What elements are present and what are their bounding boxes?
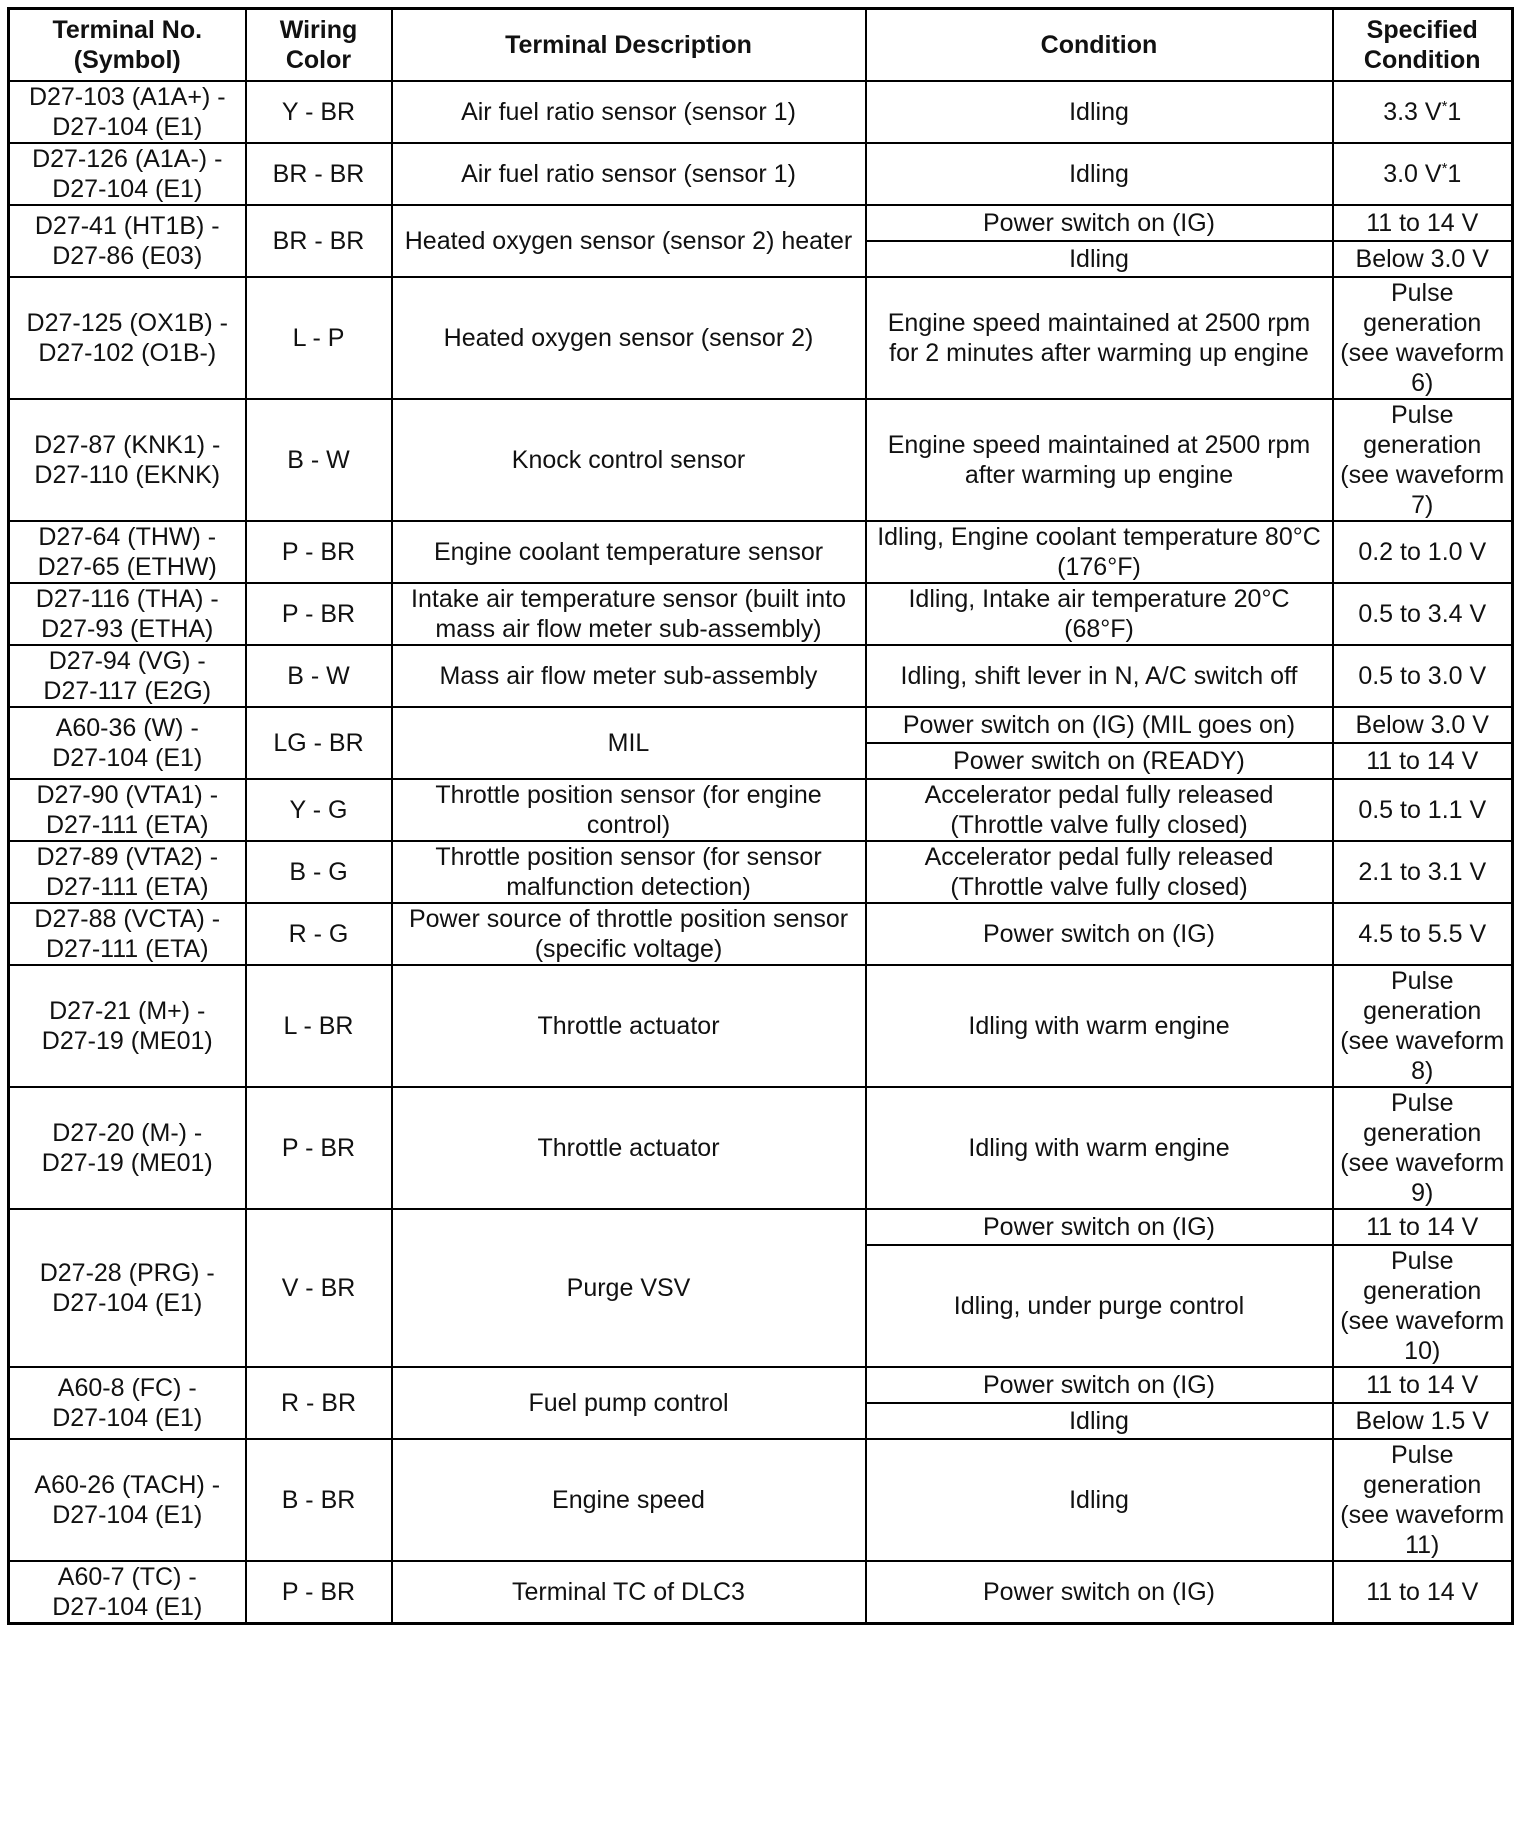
cell-terminal: D27-90 (VTA1) - D27-111 (ETA) (9, 779, 246, 841)
header-wiring-color: Wiring Color (246, 9, 392, 82)
footnote-marker: * (1441, 98, 1448, 115)
cell-terminal: D27-94 (VG) - D27-117 (E2G) (9, 645, 246, 707)
cell-specified-condition (1333, 841, 1513, 903)
cell-terminal: D27-125 (OX1B) - D27-102 (O1B-) (9, 277, 246, 399)
cell-terminal-description: Terminal TC of DLC3 (392, 1561, 866, 1624)
cell-terminal: D27-28 (PRG) - D27-104 (E1) (9, 1209, 246, 1367)
table-row (9, 841, 1513, 903)
cell-terminal-description: Air fuel ratio sensor (sensor 1) (392, 143, 866, 205)
cell-terminal: D27-126 (A1A-) - D27-104 (E1) (9, 143, 246, 205)
cell-wiring-color: L - BR (246, 965, 392, 1087)
cell-condition: Power switch on (IG) (866, 1561, 1333, 1624)
cell-specified-condition (1333, 205, 1513, 241)
cell-wiring-color: R - BR (246, 1367, 392, 1439)
spec-value: Pulse generation (see waveform 7) (1340, 401, 1505, 519)
cell-terminal: D27-41 (HT1B) - D27-86 (E03) (9, 205, 246, 277)
cell-specified-condition (1333, 583, 1513, 645)
spec-value: 11 to 14 V (1366, 209, 1479, 237)
cell-wiring-color: B - W (246, 645, 392, 707)
spec-value: Pulse generation (see waveform 11) (1340, 1441, 1505, 1559)
cell-specified-condition (1333, 1245, 1513, 1367)
spec-value: 0.5 to 1.1 V (1358, 796, 1487, 824)
cell-terminal-description: MIL (392, 707, 866, 779)
header-row (9, 9, 1513, 82)
cell-condition: Power switch on (IG) (866, 903, 1333, 965)
cell-condition: Idling (866, 1439, 1333, 1561)
cell-wiring-color: Y - G (246, 779, 392, 841)
cell-terminal: D27-21 (M+) - D27-19 (ME01) (9, 965, 246, 1087)
cell-condition: Power switch on (IG) (866, 1367, 1333, 1403)
cell-specified-condition (1333, 903, 1513, 965)
cell-specified-condition (1333, 241, 1513, 277)
table-row (9, 1561, 1513, 1624)
cell-specified-condition (1333, 1439, 1513, 1561)
header-specified-condition: Specified Condition (1333, 9, 1513, 82)
cell-condition: Engine speed maintained at 2500 rpm after warming up engine (866, 399, 1333, 521)
spec-value: 3.3 V (1383, 98, 1442, 126)
cell-condition: Idling (866, 81, 1333, 143)
cell-condition: Idling with warm engine (866, 965, 1333, 1087)
cell-wiring-color: P - BR (246, 1087, 392, 1209)
cell-terminal: A60-36 (W) - D27-104 (E1) (9, 707, 246, 779)
cell-wiring-color: R - G (246, 903, 392, 965)
cell-specified-condition (1333, 143, 1513, 205)
table-row (9, 707, 1513, 743)
cell-terminal: D27-87 (KNK1) - D27-110 (EKNK) (9, 399, 246, 521)
table-row (9, 583, 1513, 645)
cell-condition: Accelerator pedal fully released (Throttle valve fully closed) (866, 779, 1333, 841)
spec-value: 3.0 V (1383, 160, 1442, 188)
spec-value: 0.5 to 3.4 V (1358, 600, 1487, 628)
cell-terminal-description: Engine speed (392, 1439, 866, 1561)
cell-condition: Power switch on (IG) (866, 1209, 1333, 1245)
cell-condition: Idling (866, 241, 1333, 277)
cell-wiring-color: Y - BR (246, 81, 392, 143)
cell-terminal-description: Fuel pump control (392, 1367, 866, 1439)
cell-wiring-color: V - BR (246, 1209, 392, 1367)
cell-condition: Idling (866, 143, 1333, 205)
table-row (9, 1209, 1513, 1245)
cell-specified-condition (1333, 1403, 1513, 1439)
cell-condition: Power switch on (READY) (866, 743, 1333, 779)
table-row (9, 1367, 1513, 1403)
cell-terminal-description: Throttle actuator (392, 1087, 866, 1209)
table-row (9, 143, 1513, 205)
cell-terminal: D27-64 (THW) - D27-65 (ETHW) (9, 521, 246, 583)
terminal-spec-table (7, 7, 1514, 1625)
cell-condition: Idling, Engine coolant temperature 80°C (176°F) (866, 521, 1333, 583)
spec-value: 11 to 14 V (1366, 747, 1479, 775)
spec-value: 11 to 14 V (1366, 1578, 1479, 1606)
cell-condition: Accelerator pedal fully released (Throttle valve fully closed) (866, 841, 1333, 903)
header-terminal-description: Terminal Description (392, 9, 866, 82)
table-row (9, 521, 1513, 583)
cell-condition: Idling, shift lever in N, A/C switch off (866, 645, 1333, 707)
cell-wiring-color: B - W (246, 399, 392, 521)
cell-specified-condition (1333, 1087, 1513, 1209)
cell-terminal-description: Intake air temperature sensor (built into mass air flow meter sub-assembly) (392, 583, 866, 645)
cell-specified-condition (1333, 1561, 1513, 1624)
table-row (9, 903, 1513, 965)
footnote-number: 1 (1447, 98, 1462, 126)
spec-value: Below 1.5 V (1355, 1407, 1489, 1435)
cell-specified-condition (1333, 277, 1513, 399)
footnote-number: 1 (1447, 160, 1462, 188)
cell-terminal-description: Power source of throttle position sensor (specific voltage) (392, 903, 866, 965)
cell-condition: Idling (866, 1403, 1333, 1439)
cell-terminal-description: Throttle position sensor (for engine control) (392, 779, 866, 841)
cell-terminal-description: Throttle position sensor (for sensor malfunction detection) (392, 841, 866, 903)
cell-terminal: A60-7 (TC) - D27-104 (E1) (9, 1561, 246, 1624)
cell-condition: Idling, under purge control (866, 1245, 1333, 1367)
spec-value: 11 to 14 V (1366, 1213, 1479, 1241)
cell-specified-condition (1333, 645, 1513, 707)
cell-specified-condition (1333, 1367, 1513, 1403)
cell-wiring-color: LG - BR (246, 707, 392, 779)
cell-terminal: D27-89 (VTA2) - D27-111 (ETA) (9, 841, 246, 903)
table-row (9, 779, 1513, 841)
cell-terminal-description: Purge VSV (392, 1209, 866, 1367)
spec-value: Pulse generation (see waveform 6) (1340, 279, 1505, 397)
cell-terminal: D27-116 (THA) - D27-93 (ETHA) (9, 583, 246, 645)
spec-value: 4.5 to 5.5 V (1358, 920, 1487, 948)
spec-value: 11 to 14 V (1366, 1371, 1479, 1399)
cell-condition: Power switch on (IG) (MIL goes on) (866, 707, 1333, 743)
cell-wiring-color: P - BR (246, 521, 392, 583)
cell-condition: Idling with warm engine (866, 1087, 1333, 1209)
table-row (9, 277, 1513, 399)
table-row (9, 205, 1513, 241)
header-terminal: Terminal No. (Symbol) (9, 9, 246, 82)
cell-wiring-color: BR - BR (246, 143, 392, 205)
cell-condition: Engine speed maintained at 2500 rpm for 2 minutes after warming up engine (866, 277, 1333, 399)
cell-terminal-description: Mass air flow meter sub-assembly (392, 645, 866, 707)
spec-value: Pulse generation (see waveform 10) (1340, 1247, 1505, 1365)
table-row (9, 645, 1513, 707)
spec-value: 0.2 to 1.0 V (1358, 538, 1487, 566)
table-container (7, 7, 1514, 1625)
cell-terminal-description: Heated oxygen sensor (sensor 2) heater (392, 205, 866, 277)
cell-specified-condition (1333, 399, 1513, 521)
cell-terminal: A60-26 (TACH) - D27-104 (E1) (9, 1439, 246, 1561)
cell-condition: Power switch on (IG) (866, 205, 1333, 241)
cell-specified-condition (1333, 743, 1513, 779)
spec-value: 2.1 to 3.1 V (1358, 858, 1487, 886)
table-row (9, 965, 1513, 1087)
cell-wiring-color: L - P (246, 277, 392, 399)
cell-wiring-color: B - G (246, 841, 392, 903)
table-row (9, 399, 1513, 521)
cell-specified-condition (1333, 965, 1513, 1087)
footnote-marker: * (1441, 160, 1448, 177)
spec-value: Below 3.0 V (1355, 711, 1489, 739)
header-condition: Condition (866, 9, 1333, 82)
spec-value: Pulse generation (see waveform 8) (1340, 967, 1505, 1085)
cell-wiring-color: B - BR (246, 1439, 392, 1561)
spec-value: Below 3.0 V (1355, 245, 1489, 273)
cell-terminal: D27-88 (VCTA) - D27-111 (ETA) (9, 903, 246, 965)
cell-terminal-description: Knock control sensor (392, 399, 866, 521)
cell-specified-condition (1333, 1209, 1513, 1245)
table-row (9, 1439, 1513, 1561)
cell-specified-condition (1333, 81, 1513, 143)
cell-terminal-description: Engine coolant temperature sensor (392, 521, 866, 583)
cell-terminal-description: Heated oxygen sensor (sensor 2) (392, 277, 866, 399)
table-row (9, 81, 1513, 143)
cell-wiring-color: BR - BR (246, 205, 392, 277)
spec-value: Pulse generation (see waveform 9) (1340, 1089, 1505, 1207)
cell-terminal-description: Throttle actuator (392, 965, 866, 1087)
cell-specified-condition (1333, 707, 1513, 743)
spec-value: 0.5 to 3.0 V (1358, 662, 1487, 690)
cell-wiring-color: P - BR (246, 583, 392, 645)
cell-specified-condition (1333, 521, 1513, 583)
cell-terminal: D27-20 (M-) - D27-19 (ME01) (9, 1087, 246, 1209)
cell-wiring-color: P - BR (246, 1561, 392, 1624)
cell-condition: Idling, Intake air temperature 20°C (68°F) (866, 583, 1333, 645)
cell-terminal: A60-8 (FC) - D27-104 (E1) (9, 1367, 246, 1439)
cell-terminal-description: Air fuel ratio sensor (sensor 1) (392, 81, 866, 143)
cell-specified-condition (1333, 779, 1513, 841)
table-row (9, 1087, 1513, 1209)
cell-terminal: D27-103 (A1A+) - D27-104 (E1) (9, 81, 246, 143)
